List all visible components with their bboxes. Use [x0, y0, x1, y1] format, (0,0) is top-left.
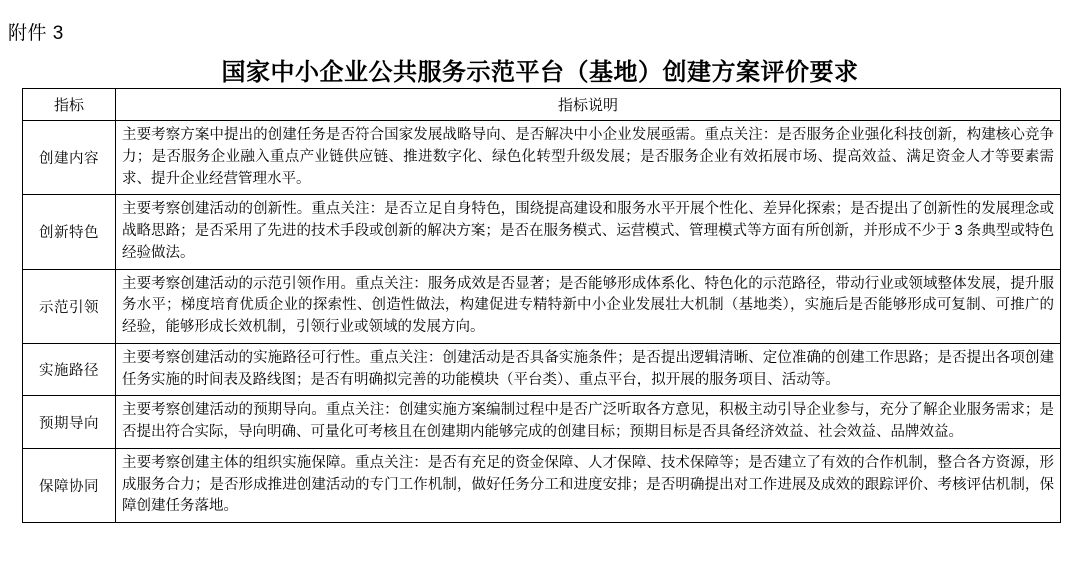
- table-row: [23, 448, 1061, 522]
- indicator-description: 主要考察方案中提出的创建任务是否符合国家发展战略导向、是否解决中小企业发展亟需。重点关注：是否服务企业强化科技创新，构建核心竞争力；是否服务企业融入重点产业链供应链、推进数字化、绿色化转型升级发展；是否服务企业有效拓展市场、提高效益、满足资金人才等要素需求、提升企业经营管理水平。: [116, 121, 1061, 195]
- table-row: [23, 396, 1061, 449]
- indicator-name: 预期导向: [23, 396, 116, 449]
- indicator-name: 实施路径: [23, 343, 116, 396]
- indicator-name: 创新特色: [23, 195, 116, 269]
- table-row: [23, 195, 1061, 269]
- column-header-description: 指标说明: [116, 89, 1061, 121]
- table-header-row: [23, 89, 1061, 121]
- indicator-name: 创建内容: [23, 121, 116, 195]
- indicator-description: 主要考察创建活动的示范引领作用。重点关注：服务成效是否显著；是否能够形成体系化、特色化的示范路径，带动行业或领域整体发展，提升服务水平；梯度培育优质企业的探索性、创造性做法，构建促进专精特新中小企业发展壮大机制（基地类），实施后是否能够形成可复制、可推广的经验，能够形成长效机制，引领行业或领域的发展方向。: [116, 269, 1061, 343]
- attachment-label: 附件 3: [8, 23, 64, 44]
- indicator-description: 主要考察创建活动的实施路径可行性。重点关注：创建活动是否具备实施条件；是否提出逻辑清晰、定位准确的创建工作思路；是否提出各项创建任务实施的时间表及路线图；是否有明确拟完善的功能模块（平台类）、重点平台，拟开展的服务项目、活动等。: [116, 343, 1061, 396]
- indicator-name: 保障协同: [23, 448, 116, 522]
- indicator-name: 示范引领: [23, 269, 116, 343]
- indicator-description: 主要考察创建活动的创新性。重点关注：是否立足自身特色，围绕提高建设和服务水平开展个性化、差异化探索；是否提出了创新性的发展理念或战略思路；是否采用了先进的技术手段或创新的解决方案；是否在服务模式、运营模式、管理模式等方面有所创新，并形成不少于 3 条典型或特色经验做法。: [116, 195, 1061, 269]
- indicator-description: 主要考察创建活动的预期导向。重点关注：创建实施方案编制过程中是否广泛听取各方意见，积极主动引导企业参与，充分了解企业服务需求；是否提出符合实际，导向明确、可量化可考核且在创建期内能够完成的创建目标；预期目标是否具备经济效益、社会效益、品牌效益。: [116, 396, 1061, 449]
- page-title: 国家中小企业公共服务示范平台（基地）创建方案评价要求: [221, 59, 859, 86]
- table-row: [23, 269, 1061, 343]
- table-row: [23, 121, 1061, 195]
- indicator-description: 主要考察创建主体的组织实施保障。重点关注：是否有充足的资金保障、人才保障、技术保障等；是否建立了有效的合作机制，整合各方资源，形成服务合力；是否形成推进创建活动的专门工作机制，做好任务分工和进度安排；是否明确提出对工作进展及成效的跟踪评价、考核评估机制，保障创建任务落地。: [116, 448, 1061, 522]
- evaluation-requirements-table: [22, 88, 1061, 523]
- table-row: [23, 343, 1061, 396]
- column-header-indicator: 指标: [23, 89, 116, 121]
